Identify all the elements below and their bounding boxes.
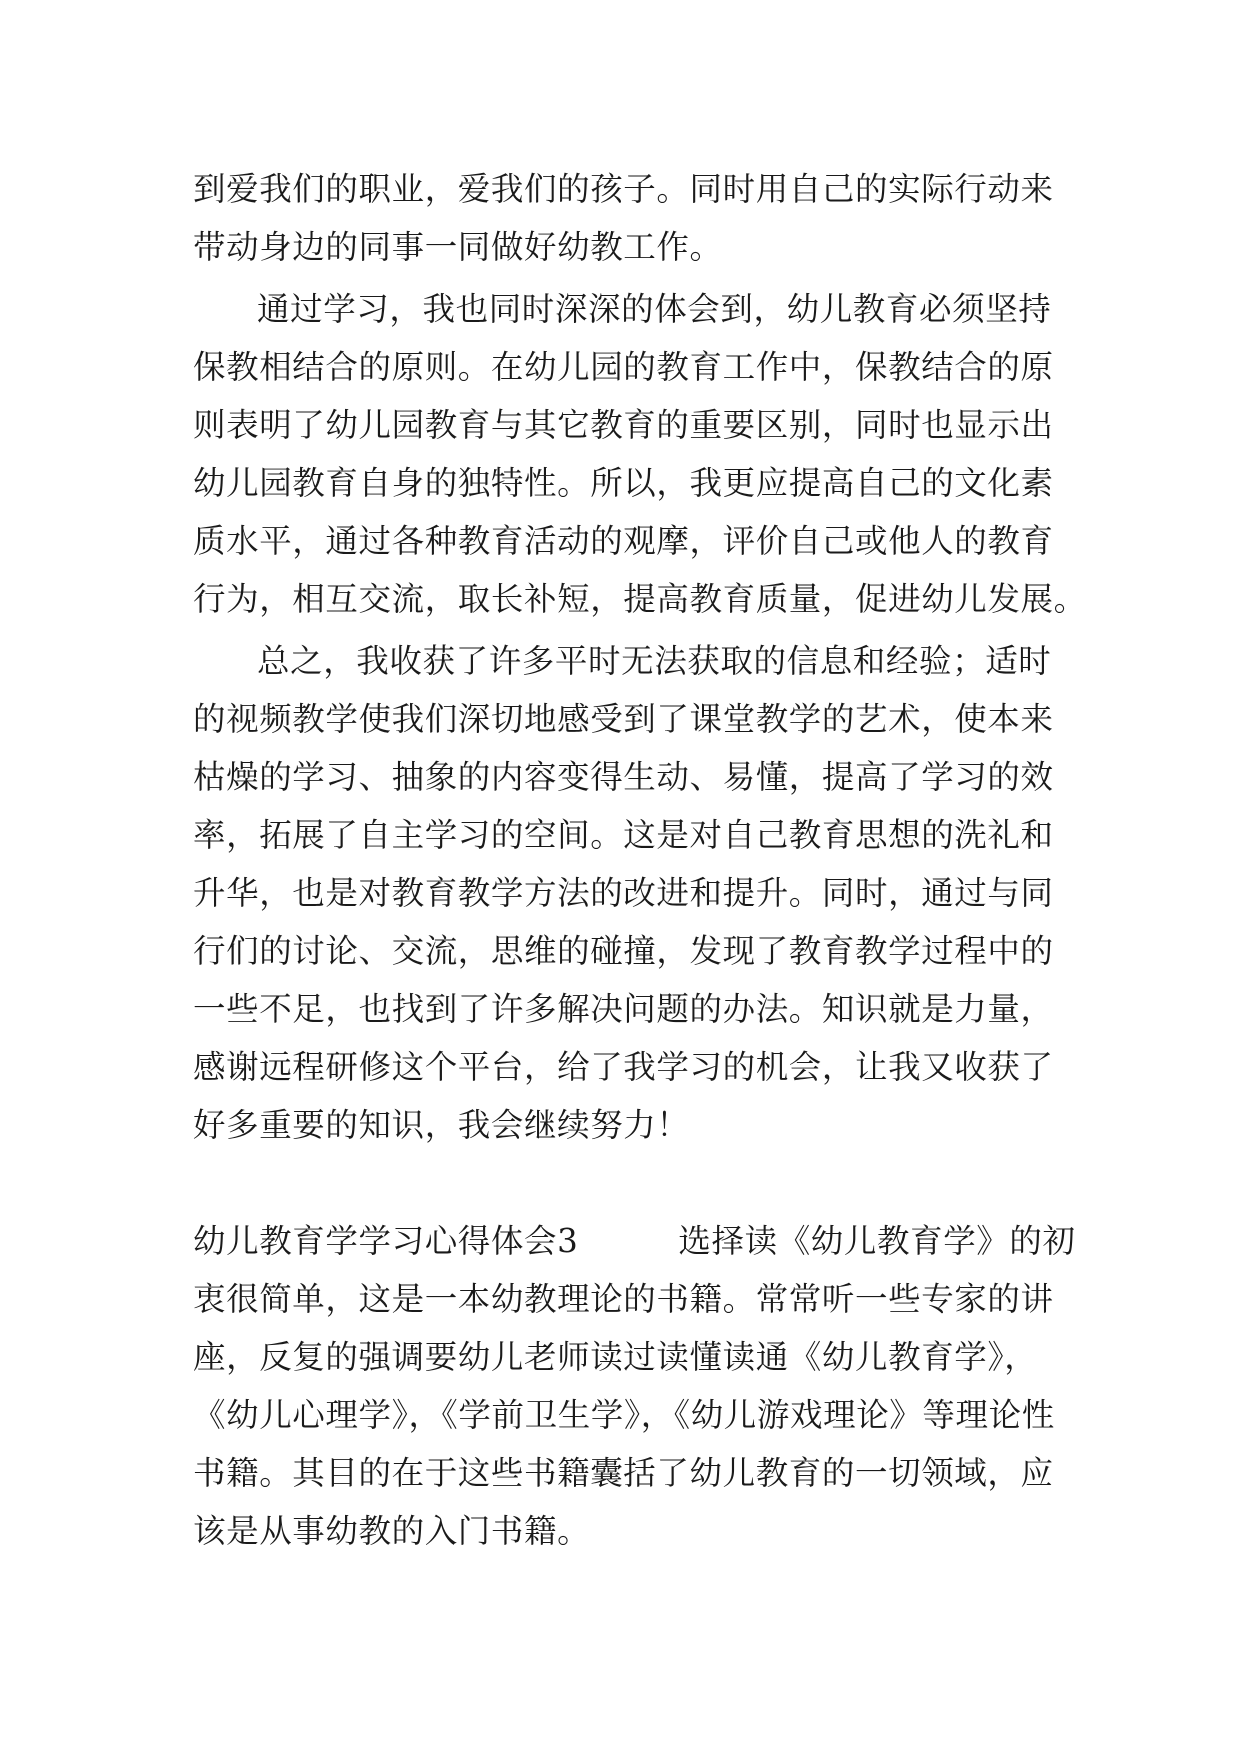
paragraph-3-line-3: 枯燥的学习、抽象的内容变得生动、易懂，提高了学习的效 <box>193 758 1054 796</box>
paragraph-4-line-5: 书籍。其目的在于这些书籍囊括了幼儿教育的一切领域，应 <box>193 1454 1054 1492</box>
paragraph-1-line-2: 带动身边的同事一同做好幼教工作。 <box>193 228 723 266</box>
paragraph-2-line-3: 则表明了幼儿园教育与其它教育的重要区别，同时也显示出 <box>193 406 1054 444</box>
paragraph-3-line-9: 好多重要的知识，我会继续努力！ <box>193 1106 690 1144</box>
paragraph-2-line-5: 质水平，通过各种教育活动的观摩，评价自己或他人的教育 <box>193 522 1054 560</box>
paragraph-3-line-2: 的视频教学使我们深切地感受到了课堂教学的艺术，使本来 <box>193 700 1054 738</box>
section-3-first-line <box>193 1212 1076 1270</box>
section-heading: 幼儿教育学学习心得体会3 <box>193 1222 579 1260</box>
paragraph-2-line-2: 保教相结合的原则。在幼儿园的教育工作中，保教结合的原 <box>193 348 1054 386</box>
paragraph-3-line-5: 升华，也是对教育教学方法的改进和提升。同时，通过与同 <box>193 874 1054 912</box>
paragraph-4-line-3: 座，反复的强调要幼儿老师读过读懂读通《幼儿教育学》， <box>193 1338 1038 1376</box>
paragraph-2-line-4: 幼儿园教育自身的独特性。所以，我更应提高自己的文化素 <box>193 464 1054 502</box>
paragraph-4-line-4: 《幼儿心理学》，《学前卫生学》，《幼儿游戏理论》等理论性 <box>193 1396 1055 1434</box>
paragraph-2-line-6: 行为，相互交流，取长补短，提高教育质量，促进幼儿发展。 <box>193 580 1087 618</box>
paragraph-1-line-1: 到爱我们的职业，爱我们的孩子。同时用自己的实际行动来 <box>193 170 1054 208</box>
paragraph-2-line-1: 通过学习，我也同时深深的体会到，幼儿教育必须坚持 <box>257 290 1052 328</box>
paragraph-3-line-6: 行们的讨论、交流，思维的碰撞，发现了教育教学过程中的 <box>193 932 1054 970</box>
paragraph-3-line-4: 率，拓展了自主学习的空间。这是对自己教育思想的洗礼和 <box>193 816 1054 854</box>
paragraph-3-line-1: 总之，我收获了许多平时无法获取的信息和经验；适时 <box>257 642 1052 680</box>
paragraph-4-line-2: 衷很简单，这是一本幼教理论的书籍。常常听一些专家的讲 <box>193 1280 1054 1318</box>
paragraph-4-line-6: 该是从事幼教的入门书籍。 <box>193 1512 591 1550</box>
paragraph-3-line-7: 一些不足，也找到了许多解决问题的办法。知识就是力量， <box>193 990 1054 1028</box>
paragraph-4-line-1: 选择读《幼儿教育学》的初 <box>678 1222 1076 1260</box>
paragraph-3-line-8: 感谢远程研修这个平台，给了我学习的机会，让我又收获了 <box>193 1048 1054 1086</box>
